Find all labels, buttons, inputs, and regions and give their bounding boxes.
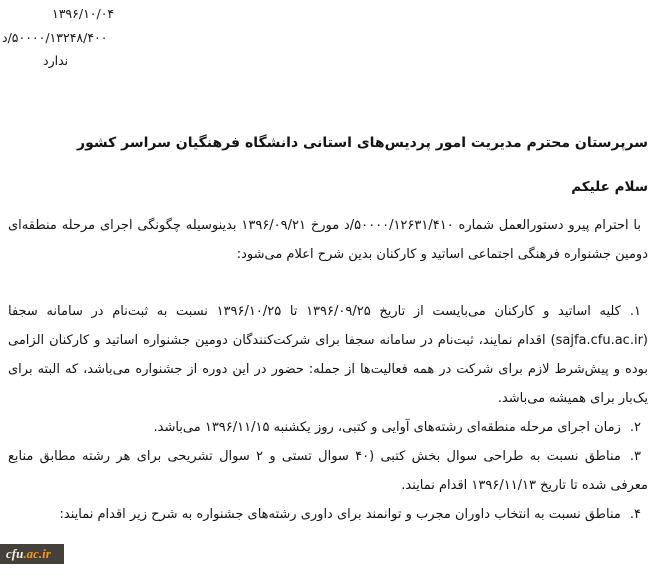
watermark-domain-prefix: cfu [6,546,24,561]
list-item-marker: ۲. [629,420,641,435]
letter-body [8,0,648,529]
cfu-watermark-badge [0,544,64,564]
list-item-4 [8,500,648,529]
letter-attachment-value: ندارد [43,53,69,68]
numbered-list [8,297,648,529]
watermark-domain-suffix: .ac.ir [23,546,51,561]
list-item-3 [8,442,648,500]
list-item-text: مناطق نسبت به طراحی سوال بخش کتبی (۴۰ سوال تستی و ۲ سوال تشریحی برای هر رشته مطابق منابع معرفی شده تا تاریخ ۱۳۹۶/۱۱/۱۳ اقدام نمایند. [8,449,648,493]
list-item-1 [8,297,648,413]
list-item-text: زمان اجرای مرحله منطقه‌ای رشته‌های آوایی و کتبی، روز یکشنبه ۱۳۹۶/۱۱/۱۵ می‌باشد. [153,420,621,435]
recipient-heading: سرپرستان محترم مدیریت امور پردیس‌های استانی دانشگاه فرهنگیان سراسر کشور [77,135,648,151]
list-item-text: کلیه اساتید و کارکنان می‌بایست از تاریخ ۱۳۹۶/۰۹/۲۵ تا ۱۳۹۶/۱۰/۲۵ نسبت به ثبت‌نام در سامانه سجفا (sajfa.cfu.ac.ir) اقدام نمایند، ثبت‌نام در سامانه سجفا برای شرکت‌کنندگان دومین جشنواره اساتید و کارکنان الزامی بوده و پیش‌شرط لازم برای شرکت در همه فعالیت‌ها از جمله: حضور در این دوره از جشنواره می‌باشد، که البته برای یک‌بار برای همیشه می‌باشد. [8,304,648,406]
salutation: سلام علیکم [571,179,648,195]
letter-date: ۱۳۹۶/۱۰/۰۴ [52,6,115,21]
list-item-marker: ۴. [629,507,641,522]
list-item-marker: ۱. [629,304,641,319]
intro-paragraph: با احترام پیرو دستورالعمل شماره ۵۰۰۰۰/۱۲۶۳۱/۴۱۰/د مورخ ۱۳۹۶/۰۹/۲۱ بدینوسیله چگونگی اجرای مرحله منطقه‌ای دومین جشنواره فرهنگی اجتماعی اساتید و کارکنان بدین شرح اعلام می‌شود: [8,218,648,262]
letter-reference-number: ۵۰۰۰۰/۱۳۲۴۸/۴۰۰/د [2,30,108,45]
list-item-marker: ۳. [629,449,641,464]
list-item-text: مناطق نسبت به انتخاب داوران مجرب و توانمند برای داوری رشته‌های جشنواره به شرح زیر اقدام نمایند: [59,507,621,522]
list-item-2 [8,413,648,442]
